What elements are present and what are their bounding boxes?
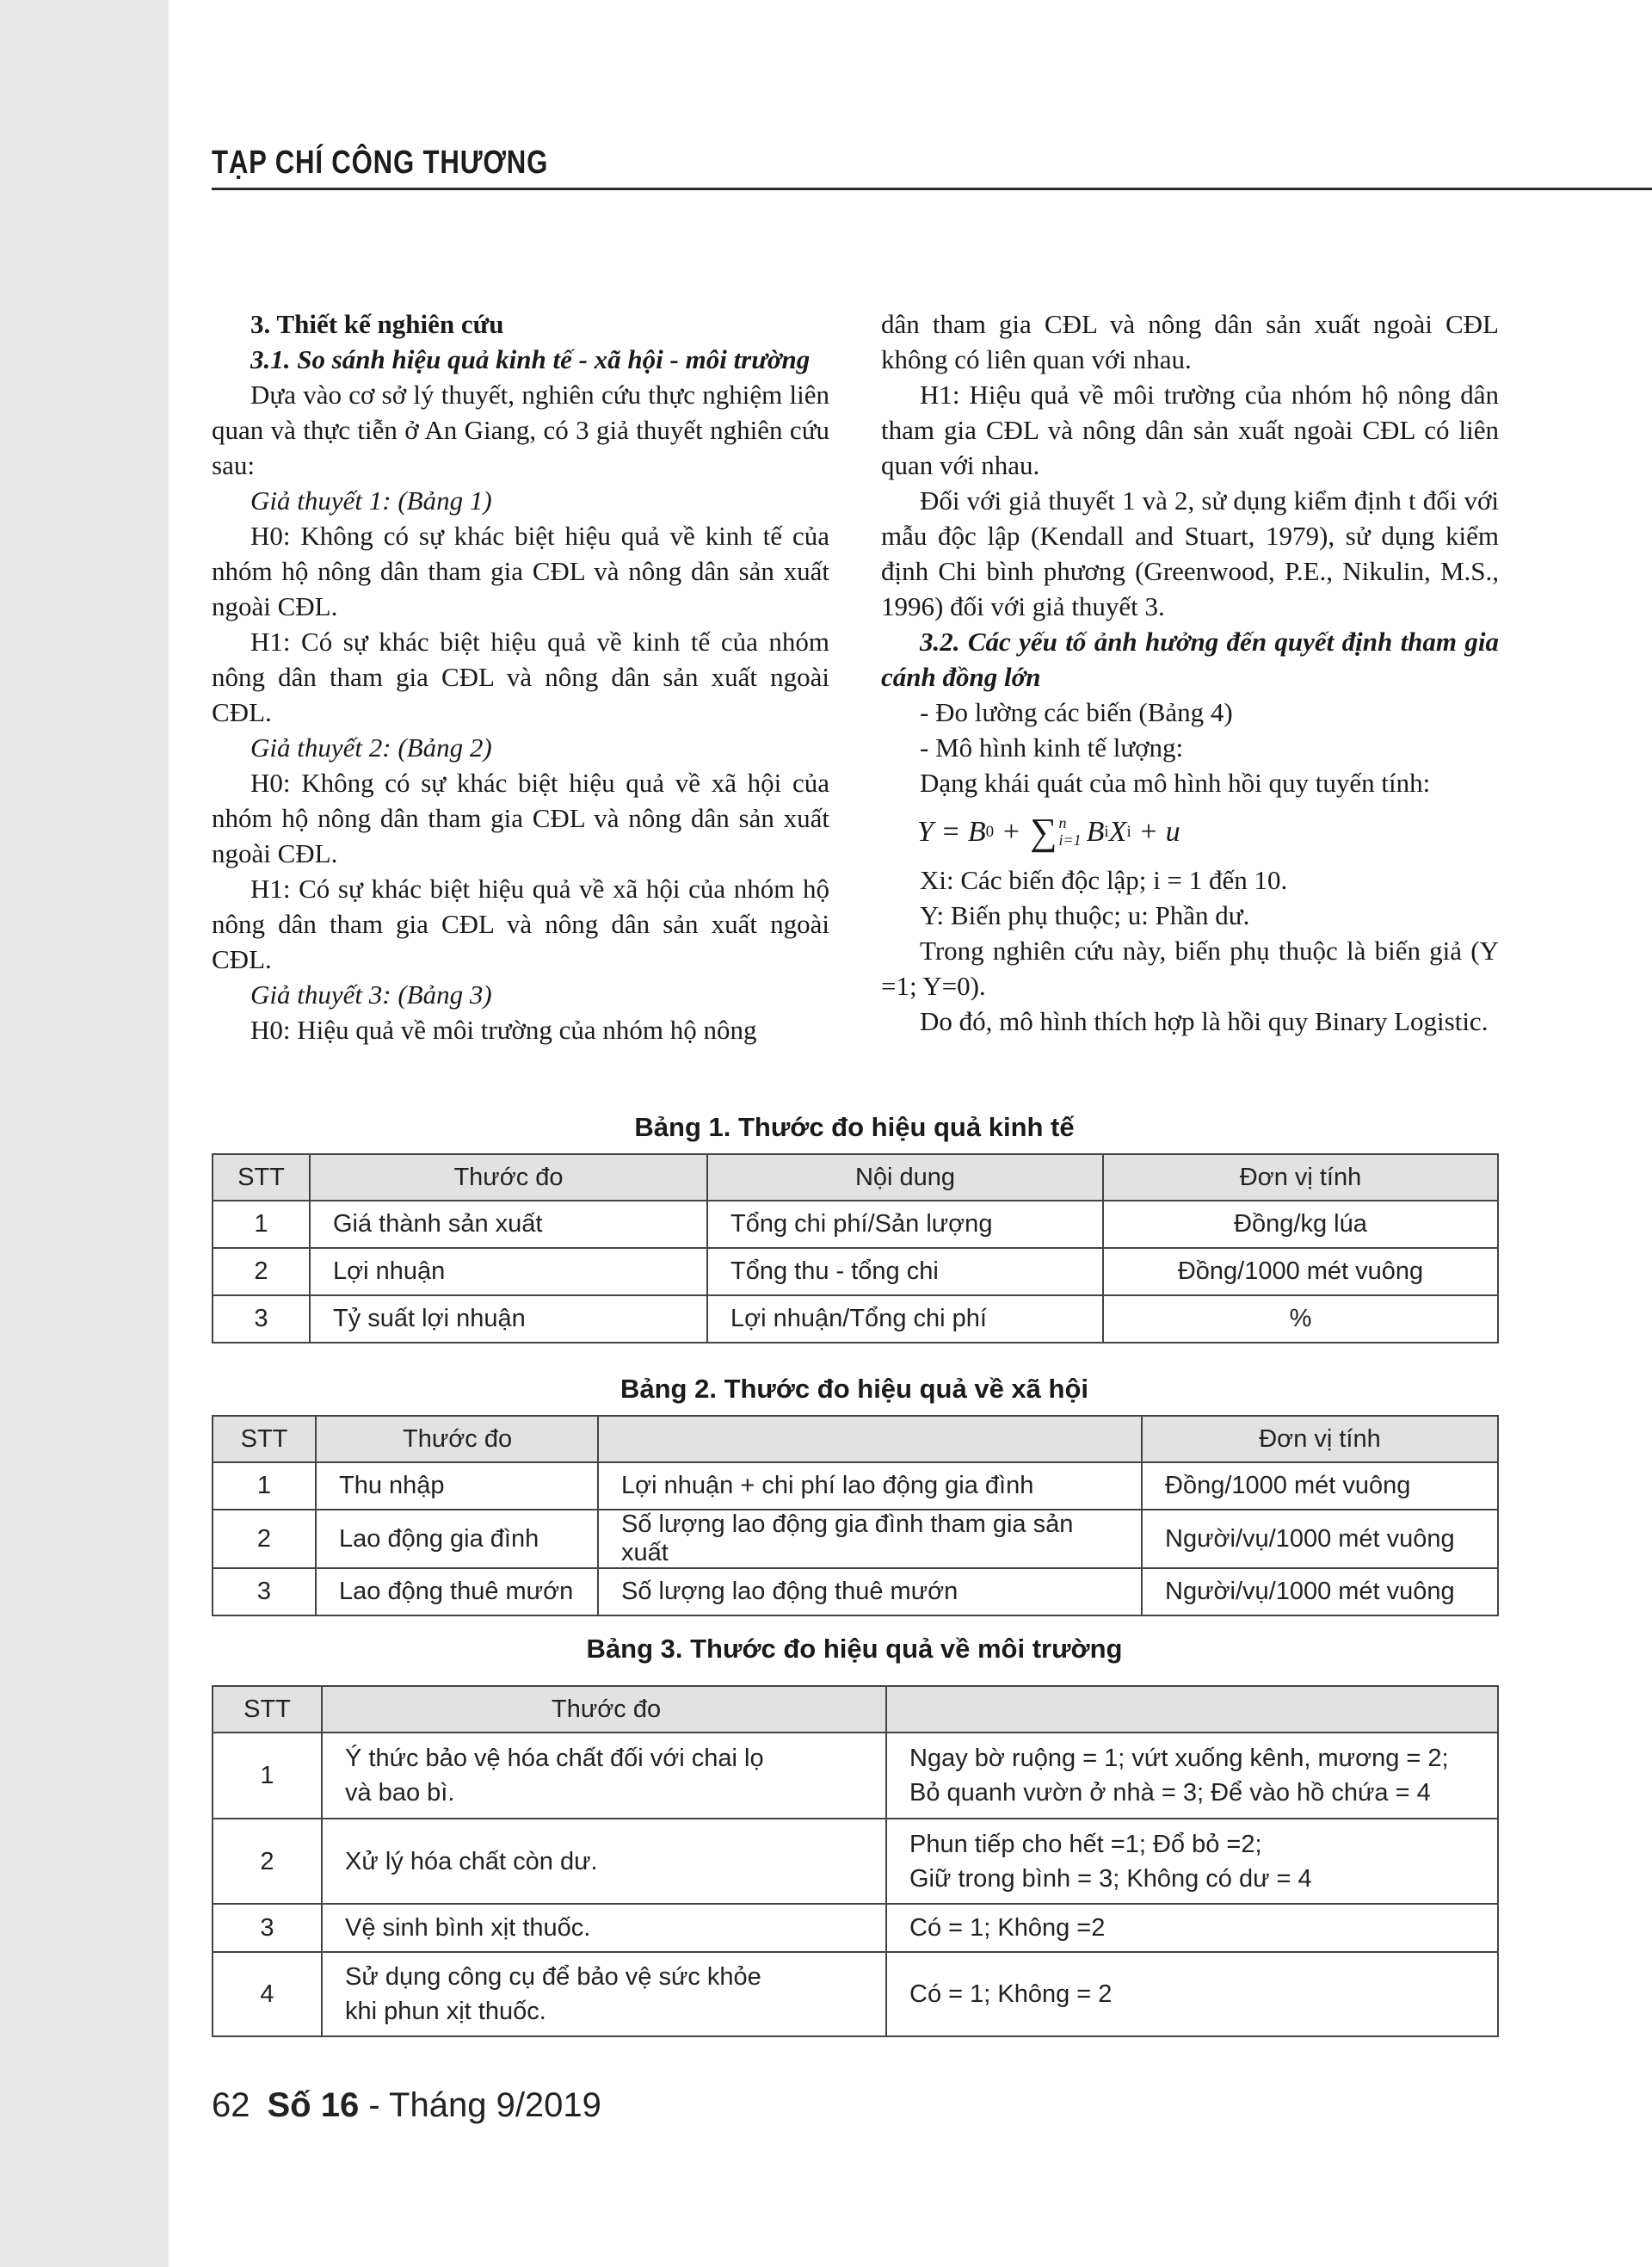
- cell-line: Sử dụng công cụ để bảo vệ sức khỏe: [345, 1963, 761, 1991]
- hypothesis-1-label: Giả thuyết 1: (Bảng 1): [250, 485, 492, 516]
- hypothesis-2-h1: H1: Có sự khác biệt hiệu quả về xã hội của nhóm hộ nông dân tham gia CĐL và nông dân sản xuất ngoài CĐL.: [212, 874, 829, 974]
- table-cell: Xử lý hóa chất còn dư.: [322, 1819, 886, 1904]
- table-cell: 4: [213, 1952, 322, 2036]
- hypothesis-1-h1: H1: Có sự khác biệt hiệu quả về kinh tế của nhóm nông dân tham gia CĐL và nông dân sản xuất ngoài CĐL.: [212, 627, 829, 727]
- hypothesis-2-label: Giả thuyết 2: (Bảng 2): [250, 732, 492, 763]
- cell-line: và bao bì.: [345, 1779, 455, 1807]
- bullet-variables: - Đo lường các biến (Bảng 4): [920, 697, 1233, 727]
- cell-line: Phun tiếp cho hết =1; Đổ bỏ =2;: [909, 1830, 1262, 1858]
- table-cell: Đồng/1000 mét vuông: [1142, 1462, 1498, 1510]
- table-row: [213, 1510, 1498, 1568]
- table-cell: Người/vụ/1000 mét vuông: [1142, 1510, 1498, 1568]
- table-header-cell: STT: [213, 1416, 316, 1462]
- table-cell: Tỷ suất lợi nhuận: [310, 1295, 707, 1343]
- table-2: [212, 1415, 1499, 1616]
- table-3-caption: Bảng 3. Thước đo hiệu quả về môi trường: [586, 1634, 1123, 1664]
- table-row: [213, 1733, 1498, 1819]
- hypothesis-1-h0: H0: Không có sự khác biệt hiệu quả về kinh tế của nhóm hộ nông dân tham gia CĐL và nông dân sản xuất ngoài CĐL.: [212, 521, 829, 621]
- table-cell: Lợi nhuận/Tổng chi phí: [707, 1295, 1103, 1343]
- hypothesis-3-h1: H1: Hiệu quả về môi trường của nhóm hộ nông dân tham gia CĐL và nông dân sản xuất ngoài CĐL có liên quan với nhau.: [881, 380, 1499, 480]
- y-definition: Y: Biến phụ thuộc; u: Phần dư.: [920, 900, 1250, 930]
- table-cell: Có = 1; Không = 2: [886, 1952, 1498, 2036]
- subsection-heading-3-2: 3.2. Các yếu tố ảnh hưởng đến quyết định tham gia cánh đồng lớn: [881, 627, 1499, 692]
- table-cell: 3: [213, 1568, 316, 1615]
- table-row: [213, 1819, 1498, 1904]
- page-footer: [212, 2086, 601, 2125]
- table-header-cell: [598, 1416, 1142, 1462]
- table-cell: Đồng/kg lúa: [1103, 1201, 1498, 1248]
- cell-line: Ngay bờ ruộng = 1; vứt xuống kênh, mương = 2;: [909, 1745, 1449, 1772]
- cell-line: khi phun xịt thuốc.: [345, 1998, 546, 2025]
- table-1-header-row: [213, 1154, 1498, 1201]
- table-row: [213, 1568, 1498, 1615]
- table-cell: [322, 1952, 886, 2036]
- table-row: [213, 1201, 1498, 1248]
- issue-label: Số 16: [267, 2086, 360, 2124]
- table-header-cell: STT: [213, 1154, 310, 1201]
- table-header-cell: [886, 1686, 1498, 1733]
- table-cell: 2: [213, 1248, 310, 1295]
- table-cell: Lợi nhuận: [310, 1248, 707, 1295]
- intro-paragraph: Dựa vào cơ sở lý thuyết, nghiên cứu thực nghiệm liên quan và thực tiễn ở An Giang, có 3 giả thuyết nghiên cứu sau:: [212, 380, 829, 480]
- dependent-variable-paragraph: Trong nghiên cứu này, biến phụ thuộc là biến giả (Y =1; Y=0).: [881, 936, 1499, 1001]
- model-intro: Dạng khái quát của mô hình hồi quy tuyến tính:: [920, 768, 1431, 798]
- table-cell: Số lượng lao động gia đình tham gia sản xuất: [598, 1510, 1142, 1568]
- table-row: [213, 1248, 1498, 1295]
- subsection-heading-3-1: 3.1. So sánh hiệu quả kinh tế - xã hội - môi trường: [250, 344, 811, 374]
- table-cell: Tổng chi phí/Sản lượng: [707, 1201, 1103, 1248]
- table-1: [212, 1153, 1499, 1344]
- section-heading: 3. Thiết kế nghiên cứu: [250, 309, 504, 339]
- page-number: 62: [212, 2086, 250, 2124]
- table-cell: 1: [213, 1462, 316, 1510]
- table-3-header-row: [213, 1686, 1498, 1733]
- table-cell: Tổng thu - tổng chi: [707, 1248, 1103, 1295]
- table-cell: Giá thành sản xuất: [310, 1201, 707, 1248]
- table-cell: 3: [213, 1295, 310, 1343]
- cell-line: Bỏ quanh vườn ở nhà = 3; Để vào hồ chứa = 4: [909, 1779, 1431, 1807]
- table-cell: [886, 1819, 1498, 1904]
- table-header-cell: Thước đo: [322, 1686, 886, 1733]
- hypothesis-3-h0-continued: dân tham gia CĐL và nông dân sản xuất ngoài CĐL không có liên quan với nhau.: [881, 309, 1499, 374]
- table-header-cell: Đơn vị tính: [1103, 1154, 1498, 1201]
- table-2-header-row: [213, 1416, 1498, 1462]
- table-cell: Đồng/1000 mét vuông: [1103, 1248, 1498, 1295]
- table-cell: 1: [213, 1201, 310, 1248]
- table-cell: %: [1103, 1295, 1498, 1343]
- table-cell: 3: [213, 1904, 322, 1952]
- journal-title: TẠP CHÍ CÔNG THƯƠNG: [212, 145, 549, 181]
- conclusion-paragraph: Do đó, mô hình thích hợp là hồi quy Binary Logistic.: [920, 1006, 1489, 1036]
- table-cell: 2: [213, 1510, 316, 1568]
- tests-paragraph: Đối với giả thuyết 1 và 2, sử dụng kiểm định t đối với mẫu độc lập (Kendall and Stuart, 1979), sử dụng kiểm định Chi bình phương (Greenwood, P.E., Nikulin, M.S., 1996) đối với giả thuyết 3.: [881, 485, 1499, 621]
- xi-definition: Xi: Các biến độc lập; i = 1 đến 10.: [920, 865, 1288, 895]
- page-margin-strip: [0, 0, 169, 2267]
- table-header-cell: Nội dung: [707, 1154, 1103, 1201]
- table-cell: Thu nhập: [316, 1462, 598, 1510]
- issue-date: - Tháng 9/2019: [359, 2086, 601, 2124]
- cell-line: Giữ trong bình = 3; Không có dư = 4: [909, 1864, 1312, 1893]
- table-3: [212, 1685, 1499, 2037]
- left-column: [212, 306, 829, 1047]
- table-header-cell: STT: [213, 1686, 322, 1733]
- table-header-cell: Đơn vị tính: [1142, 1416, 1498, 1462]
- table-cell: Lao động gia đình: [316, 1510, 598, 1568]
- table-row: [213, 1904, 1498, 1952]
- table-cell: Vệ sinh bình xịt thuốc.: [322, 1904, 886, 1952]
- table-cell: [322, 1733, 886, 1819]
- table-cell: Có = 1; Không =2: [886, 1904, 1498, 1952]
- hypothesis-3-label: Giả thuyết 3: (Bảng 3): [250, 979, 492, 1010]
- bullet-model: - Mô hình kinh tế lượng:: [920, 732, 1184, 763]
- regression-formula: Y = B 0 + ∑ n i=1 B i X i + u: [917, 810, 1180, 853]
- hypothesis-3-h0-start: H0: Hiệu quả về môi trường của nhóm hộ nông: [250, 1015, 757, 1045]
- table-row: [213, 1295, 1498, 1343]
- right-column: [881, 306, 1499, 1039]
- table-header-cell: Thước đo: [316, 1416, 598, 1462]
- table-2-caption: Bảng 2. Thước đo hiệu quả về xã hội: [620, 1374, 1088, 1404]
- table-row: [213, 1952, 1498, 2036]
- table-cell: Số lượng lao động thuê mướn: [598, 1568, 1142, 1615]
- hypothesis-2-h0: H0: Không có sự khác biệt hiệu quả về xã hội của nhóm hộ nông dân tham gia CĐL và nông dân sản xuất ngoài CĐL.: [212, 768, 829, 868]
- table-cell: 2: [213, 1819, 322, 1904]
- table-cell: Người/vụ/1000 mét vuông: [1142, 1568, 1498, 1615]
- table-row: [213, 1462, 1498, 1510]
- cell-line: Ý thức bảo vệ hóa chất đối với chai lọ: [345, 1745, 764, 1772]
- table-cell: Lao động thuê mướn: [316, 1568, 598, 1615]
- table-header-cell: Thước đo: [310, 1154, 707, 1201]
- header-rule: [212, 188, 1652, 190]
- table-cell: Lợi nhuận + chi phí lao động gia đình: [598, 1462, 1142, 1510]
- table-cell: 1: [213, 1733, 322, 1819]
- table-cell: [886, 1733, 1498, 1819]
- table-1-caption: Bảng 1. Thước đo hiệu quả kinh tế: [634, 1112, 1075, 1142]
